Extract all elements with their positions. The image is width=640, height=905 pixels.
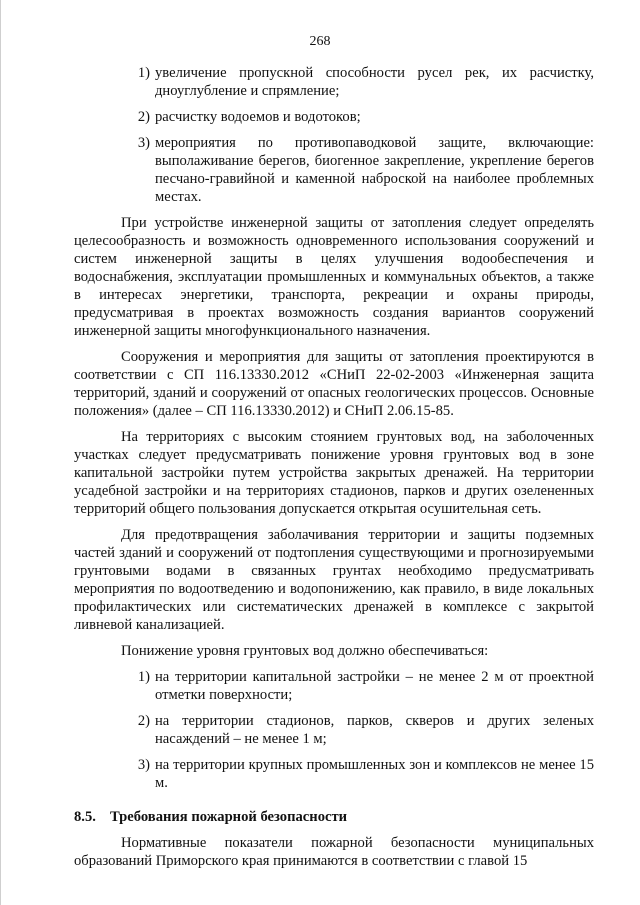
section-heading bbox=[74, 808, 594, 826]
page-number: 268 bbox=[309, 34, 331, 49]
scan-edge-line bbox=[0, 0, 1, 905]
paragraph: Сооружения и мероприятия для защиты от затопления проектируются в соответствии с СП 116.13330.2012 «СНиП 22-02-2003 «Инженерная защита территорий, зданий и сооружений от опасных геологических процессов. Основные положения» (далее – СП 116.13330.2012) и СНиП 2.06.15-85. bbox=[74, 349, 594, 419]
list-item bbox=[74, 756, 594, 792]
measures-list bbox=[74, 64, 594, 206]
paragraph: При устройстве инженерной защиты от затопления следует определять целесообразность и возможность одновременного использования сооружений и систем инженерной защиты в целях улучшения водообеспечения и водоснабжения, эксплуатации промышленных и коммунальных объектов, а также в интересах энергетики, транспорта, рекреации и охраны природы, предусматривая в проектах возможность создания вариантов сооружений инженерной защиты многофункционального назначения. bbox=[74, 215, 594, 339]
groundwater-list bbox=[74, 668, 594, 792]
list-item-text: на территории стадионов, парков, скверов и других зеленых насаждений – не менее 1 м; bbox=[155, 713, 594, 747]
list-item-number: 3) bbox=[137, 135, 150, 151]
paragraph: На территориях с высоким стоянием грунтовых вод, на заболоченных участках следует предусматривать понижение уровня грунтовых вод в зоне капитальной застройки путем устройства закрытых дренажей. На территории усадебной застройки и на территориях стадионов, парков и других озелененных территорий общего пользования допускается открытая осушительная сеть. bbox=[74, 429, 594, 517]
list-item-text: мероприятия по противопаводковой защите, включающие: выполаживание берегов, биогенное закрепление, укрепление берегов песчано-гравийной и каменной наброской на наиболее проблемных местах. bbox=[155, 135, 594, 205]
list-item bbox=[74, 712, 594, 748]
section-title: Требования пожарной безопасности bbox=[110, 809, 348, 825]
document-body bbox=[74, 64, 594, 878]
paragraph: Понижение уровня грунтовых вод должно обеспечиваться: bbox=[121, 643, 489, 659]
list-item-number: 2) bbox=[137, 109, 150, 125]
list-item-number: 2) bbox=[137, 713, 150, 729]
list-item bbox=[74, 64, 594, 100]
list-item-text: на территории капитальной застройки – не менее 2 м от проектной отметки поверхности; bbox=[155, 669, 594, 703]
list-item bbox=[74, 134, 594, 206]
list-item-number: 3) bbox=[137, 757, 150, 773]
list-item-number: 1) bbox=[137, 669, 150, 685]
section-number: 8.5. bbox=[74, 809, 96, 825]
list-item-text: увеличение пропускной способности русел рек, их расчистку, дноуглубление и спрямление; bbox=[155, 65, 594, 99]
list-item bbox=[74, 668, 594, 704]
paragraph: Для предотвращения заболачивания территории и защиты подземных частей зданий и сооружений от подтопления существующими и прогнозируемыми грунтовыми водами в связанных грунтах необходимо предусматривать мероприятия по водоотведению и водопонижению, как правило, в виде локальных профилактических или систематических дренажей в комплексе с закрытой ливневой канализацией. bbox=[74, 527, 594, 633]
paragraph: Нормативные показатели пожарной безопасности муниципальных образований Приморского края принимаются в соответствии с главой 15 bbox=[74, 835, 594, 869]
list-item-number: 1) bbox=[137, 65, 150, 81]
list-item-text: расчистку водоемов и водотоков; bbox=[155, 109, 361, 125]
list-item bbox=[74, 108, 594, 126]
list-item-text: на территории крупных промышленных зон и комплексов не менее 15 м. bbox=[155, 757, 594, 791]
